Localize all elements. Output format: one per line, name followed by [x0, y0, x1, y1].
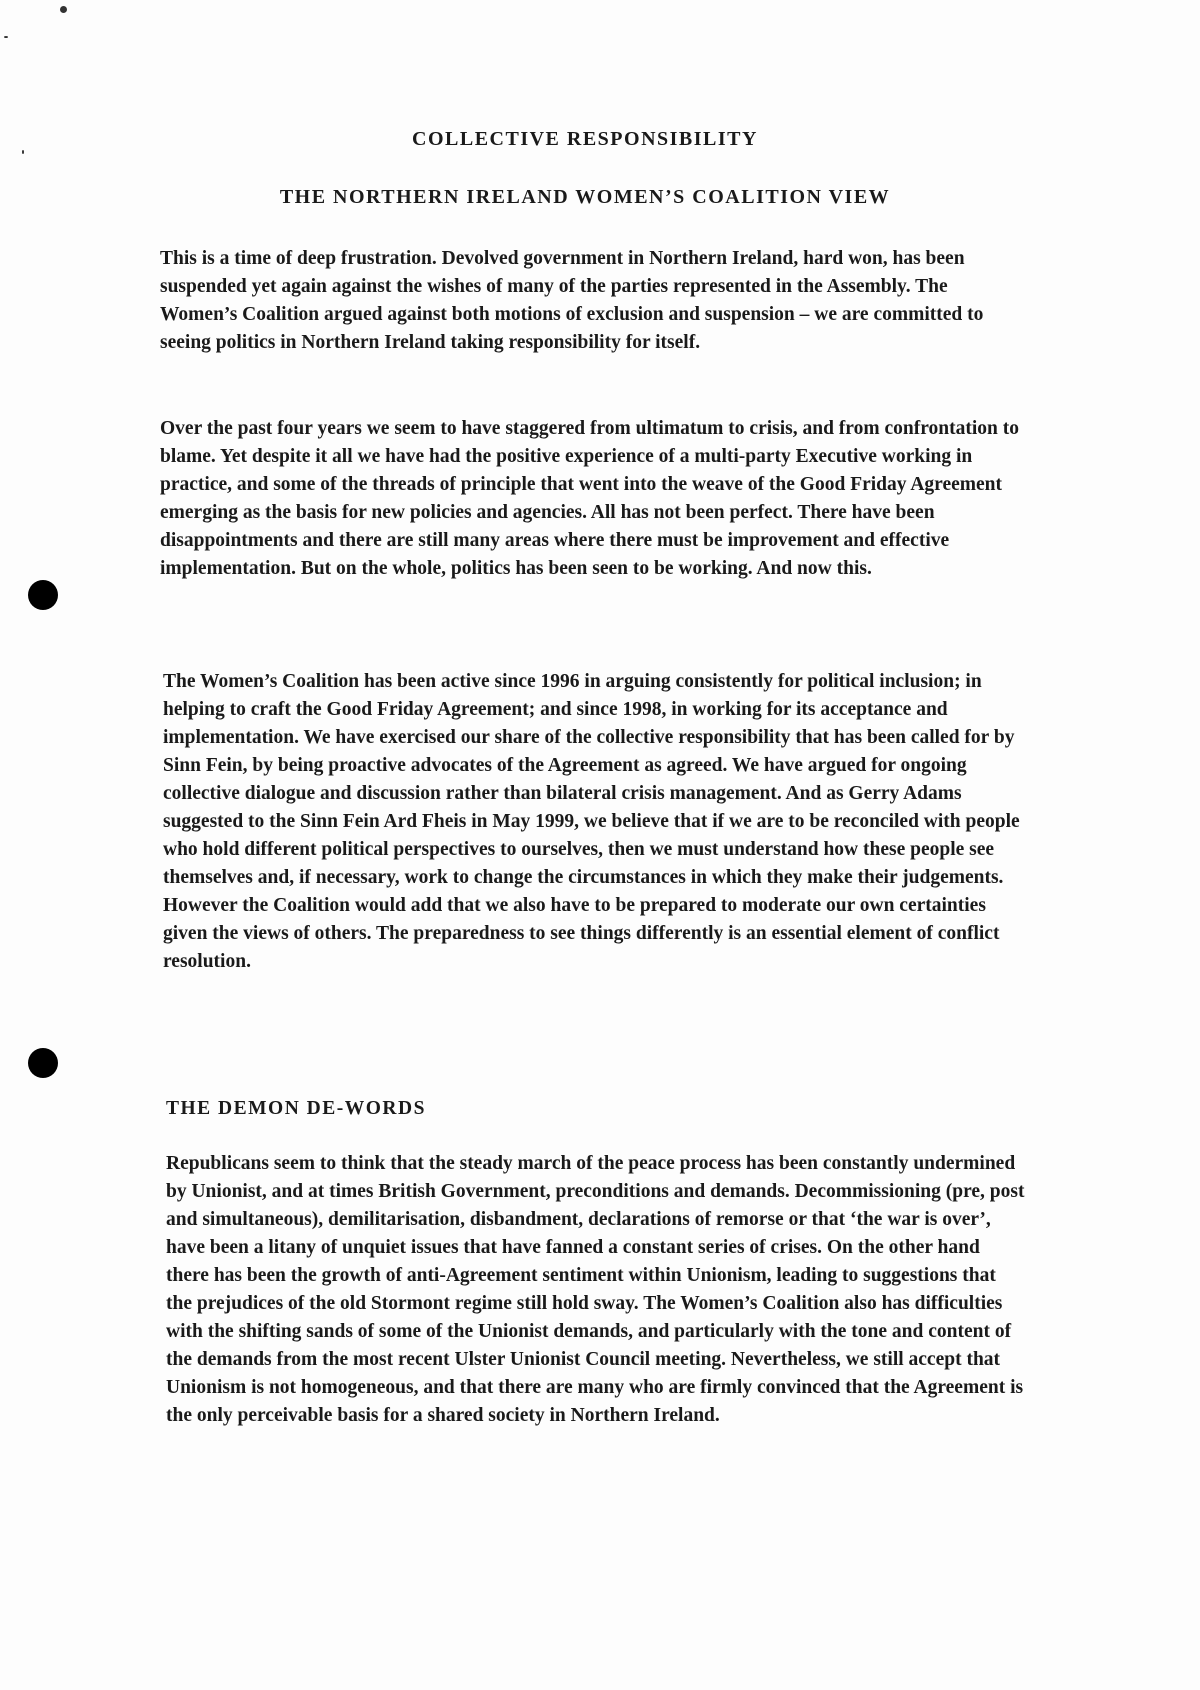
- punch-hole: [28, 580, 58, 610]
- paragraph: Over the past four years we seem to have staggered from ultimatum to crisis, and from confrontation to blame. Yet despite it all we have had the positive experience of a multi-party Executive working in practice, and some of the threads of principle that went into the weave of the Good Friday Agreement emerging as the basis for new policies and agencies. All has not been perfect. There have been disappointments and there are still many areas where there must be improvement and effective implementation. But on the whole, politics has been seen to be working. And now this.: [160, 418, 1019, 579]
- punch-hole: [28, 1048, 58, 1078]
- paragraph: The Women’s Coalition has been active since 1996 in arguing consistently for political inclusion; in helping to craft the Good Friday Agreement; and since 1998, in working for its acceptance and implementation. We have exercised our share of the collective responsibility that has been called for by Sinn Fein, by being proactive advocates of the Agreement as agreed. We have argued for ongoing collective dialogue and discussion rather than bilateral crisis management. And as Gerry Adams suggested to the Sinn Fein Ard Fheis in May 1999, we believe that if we are to be reconciled with people who hold different political perspectives to ourselves, then we must understand how these people see themselves and, if necessary, work to change the circumstances in which they make their judgements. However the Coalition would add that we also have to be prepared to moderate our own certainties given the views of others. The preparedness to see things differently is an essential element of conflict resolution.: [163, 671, 1020, 972]
- paragraph: This is a time of deep frustration. Devolved government in Northern Ireland, hard won, has been suspended yet again against the wishes of many of the parties represented in the Assembly. The Women’s Coalition argued against both motions of exclusion and suspension – we are committed to seeing politics in Northern Ireland taking responsibility for itself.: [160, 248, 984, 353]
- document-title: COLLECTIVE RESPONSIBILITY: [412, 128, 758, 150]
- scan-speck: [4, 36, 8, 38]
- section-heading: THE DEMON DE-WORDS: [166, 1098, 426, 1119]
- paragraph: Republicans seem to think that the steady march of the peace process has been constantly undermined by Unionist, and at times British Government, preconditions and demands. Decommissioning (pre, post and simultaneous), demilitarisation, disbandment, declarations of remorse or that ‘the war is over’, have been a litany of unquiet issues that have fanned a constant series of crises. On the other hand there has been the growth of anti-Agreement sentiment within Unionism, leading to suggestions that the prejudices of the old Stormont regime still hold sway. The Women’s Coalition also has difficulties with the shifting sands of some of the Unionist demands, and particularly with the tone and content of the demands from the most recent Ulster Unionist Council meeting. Nevertheless, we still accept that Unionism is not homogeneous, and that there are many who are firmly convinced that the Agreement is the only perceivable basis for a shared society in Northern Ireland.: [166, 1153, 1025, 1426]
- scan-speck: [60, 6, 67, 13]
- document-subtitle: THE NORTHERN IRELAND WOMEN’S COALITION VIEW: [279, 186, 891, 208]
